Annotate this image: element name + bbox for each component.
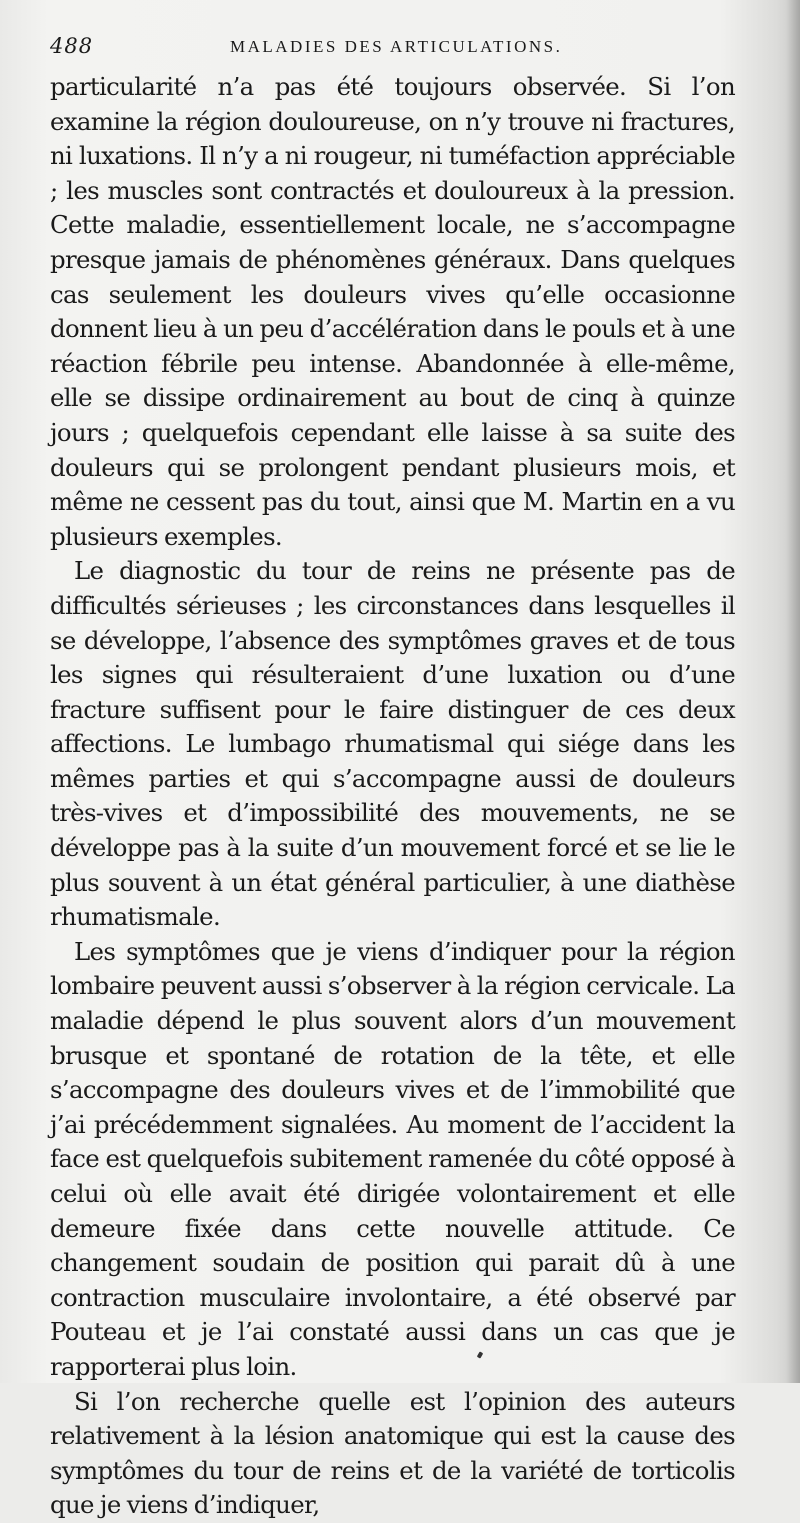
page-number: 488 (50, 34, 94, 58)
body-text (50, 70, 735, 1523)
page-edge-shadow (786, 0, 800, 1383)
running-title: MALADIES DES ARTICULATIONS. (230, 37, 563, 56)
paragraph-diagnostic: Le diagnostic du tour de reins ne présente pas de difficultés sérieuses ; les circonstances dans lesquelles il se développe, l’absence des symptômes graves et de tous les signes qui résulteraient d’une luxation ou d’une fracture suffisent pour le faire distinguer de ces deux affections. Le lumbago rhumatismal qui siége dans les mêmes parties et qui s’accompagne aussi de douleurs très-vives et d’impossibilité des mouvements, ne se développe pas à la suite d’un mouvement forcé et se lie le plus souvent à un état général particulier, à une diathèse rhumatismale. (50, 556, 735, 932)
page-header (50, 30, 750, 64)
paragraph-opinion: Si l’on recherche quelle est l’opinion des auteurs relativement à la lésion anatomique qui est la cause des symptômes du tour de reins et de la variété de torticolis que je viens d’indiquer, (50, 1386, 735, 1520)
paragraph-continuation: particularité n’a pas été toujours observée. Si l’on examine la région douloureuse, on n’y trouve ni fractures, ni luxations. Il n’y a ni rougeur, ni tuméfaction appréciable ; les muscles sont contractés et douloureux à la pression. Cette maladie, essentiellement locale, ne s’accompagne presque jamais de phénomènes généraux. Dans quelques cas seulement les douleurs vives qu’elle occasionne donnent lieu à un peu d’accélération dans le pouls et à une réaction fébrile peu intense. Abandonnée à elle-même, elle se dissipe ordinairement au bout de cinq à quinze jours ; quelquefois cependant elle laisse à sa suite des douleurs qui se prolongent pendant plusieurs mois, et même ne cessent pas du tout, ainsi que M. Martin en a vu plusieurs exemples. (50, 72, 735, 551)
paragraph-cervical: Les symptômes que je viens d’indiquer pour la région lombaire peuvent aussi s’observer à la région cervicale. La maladie dépend le plus souvent alors d’un mouvement brusque et spontané de rotation de la tête, et elle s’accompagne des douleurs vives et de l’immobilité que j’ai précédemment signalées. Au moment de l’accident la face est quelquefois subitement ramenée du côté opposé à celui où elle avait été dirigée volontairement et elle demeure fixée dans cette nouvelle attitude. Ce changement soudain de position qui parait dû à une contraction musculaire involontaire, a été observé par Pouteau et je l’ai constaté aussi dans un cas que je rapporterai plus loin. (50, 936, 735, 1381)
